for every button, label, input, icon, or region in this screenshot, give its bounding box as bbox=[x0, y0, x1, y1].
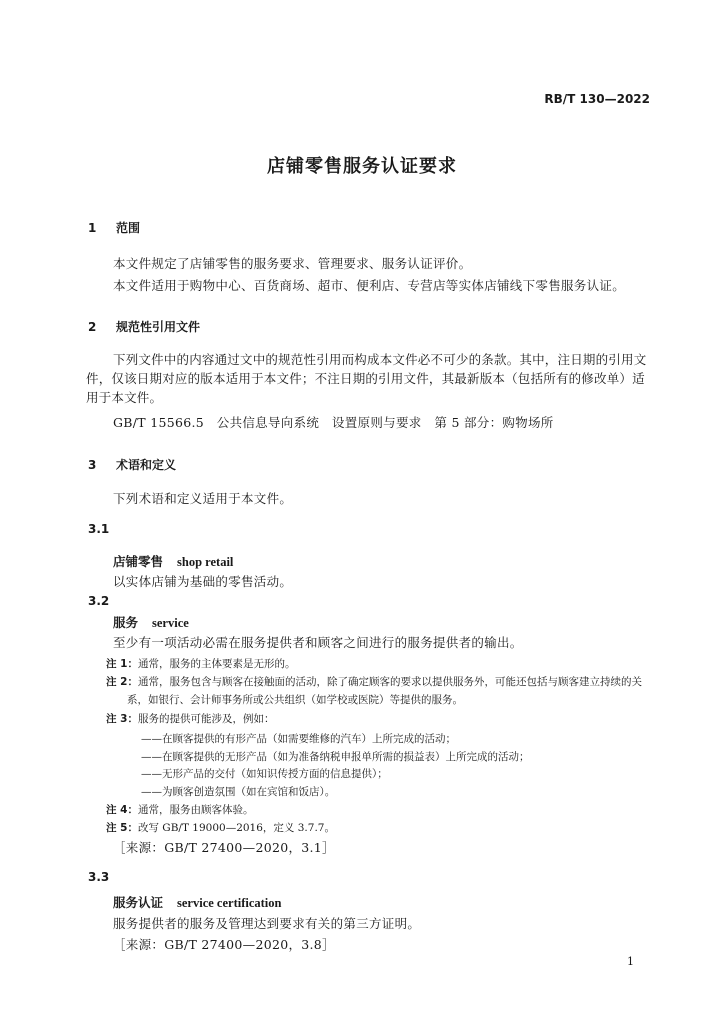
term-3-1-chinese: 店铺零售 bbox=[113, 554, 164, 569]
note-5 bbox=[106, 820, 335, 835]
note-4-text: 通常，服务由顾客体验。 bbox=[137, 804, 254, 816]
section-3-title: 术语和定义 bbox=[116, 458, 177, 472]
note-3-item: ——为顾客创造氛围（如在宾馆和饭店）。 bbox=[141, 786, 336, 798]
note-4 bbox=[106, 802, 253, 817]
note-2-label: 注 2： bbox=[106, 676, 138, 688]
note-2 bbox=[106, 674, 642, 689]
page-number: 1 bbox=[627, 955, 634, 968]
section-2-paragraph: 下列文件中的内容通过文中的规范性引用而构成本文件必不可少的条款。其中，注日期的引用文件，仅该日期对应的版本适用于本文件；不注日期的引用文件，其最新版本（包括所有的修改单）适用于本文件。 bbox=[86, 352, 647, 405]
term-3-3-heading bbox=[113, 893, 281, 911]
section-3-number: 3 bbox=[88, 458, 97, 472]
note-3 bbox=[106, 711, 274, 726]
term-3-1-heading bbox=[113, 552, 233, 570]
note-4-label: 注 4： bbox=[106, 804, 138, 816]
note-1-label: 注 1： bbox=[106, 658, 138, 670]
section-1-paragraph-1: 本文件规定了店铺零售的服务要求、管理要求、服务认证评价。 bbox=[113, 256, 472, 271]
section-1-title: 范围 bbox=[116, 221, 141, 235]
document-title: 店铺零售服务认证要求 bbox=[267, 156, 457, 177]
term-3-2-chinese: 服务 bbox=[113, 615, 139, 630]
note-1 bbox=[106, 656, 295, 671]
document-id: RB/T 130—2022 bbox=[544, 92, 650, 106]
term-3-2-source: ［来源：GB/T 27400—2020，3.1］ bbox=[113, 840, 335, 855]
normative-reference: GB/T 15566.5 公共信息导向系统 设置原则与要求 第 5 部分：购物场所 bbox=[113, 415, 554, 430]
term-3-1-definition: 以实体店铺为基础的零售活动。 bbox=[113, 574, 293, 589]
section-3-heading bbox=[88, 456, 176, 473]
term-3-1-english: shop retail bbox=[177, 555, 234, 569]
note-3-item: ——无形产品的交付（如知识传授方面的信息提供）； bbox=[141, 768, 388, 780]
term-3-3-english: service certification bbox=[177, 896, 282, 910]
note-3-label: 注 3： bbox=[106, 713, 138, 725]
note-3-item: ——在顾客提供的有形产品（如需要维修的汽车）上所完成的活动； bbox=[141, 733, 456, 745]
section-2-title: 规范性引用文件 bbox=[116, 320, 201, 334]
note-5-text: 改写 GB/T 19000—2016，定义 3.7.7。 bbox=[137, 822, 335, 834]
term-3-3-number: 3.3 bbox=[88, 870, 110, 884]
note-2-text-line-1: 通常，服务包含与顾客在接触面的活动，除了确定顾客的要求以提供服务外，可能还包括与顾客建立持续的关 bbox=[137, 676, 642, 688]
section-1-number: 1 bbox=[88, 221, 97, 235]
term-3-3-definition: 服务提供者的服务及管理达到要求有关的第三方证明。 bbox=[113, 916, 421, 931]
term-3-2-definition: 至少有一项活动必需在服务提供者和顾客之间进行的服务提供者的输出。 bbox=[113, 635, 523, 650]
section-1-paragraph-2: 本文件适用于购物中心、百货商场、超市、便利店、专营店等实体店铺线下零售服务认证。 bbox=[113, 278, 626, 293]
note-5-label: 注 5： bbox=[106, 822, 138, 834]
term-3-3-chinese: 服务认证 bbox=[113, 895, 164, 910]
note-3-item: ——在顾客提供的无形产品（如为准备纳税申报单所需的损益表）上所完成的活动； bbox=[141, 751, 530, 763]
term-3-2-number: 3.2 bbox=[88, 594, 110, 608]
note-3-text: 服务的提供可能涉及，例如： bbox=[137, 713, 275, 725]
note-1-text: 通常，服务的主体要素是无形的。 bbox=[137, 658, 296, 670]
term-3-2-english: service bbox=[152, 616, 189, 630]
note-2-text-line-2: 系，如银行、会计师事务所或公共组织（如学校或医院）等提供的服务。 bbox=[127, 694, 463, 706]
section-3-intro: 下列术语和定义适用于本文件。 bbox=[113, 491, 293, 506]
section-1-heading bbox=[88, 219, 140, 236]
term-3-3-source: ［来源：GB/T 27400—2020，3.8］ bbox=[113, 937, 335, 952]
section-2-number: 2 bbox=[88, 320, 97, 334]
section-2-heading bbox=[88, 318, 200, 335]
term-3-1-number: 3.1 bbox=[88, 522, 110, 536]
term-3-2-heading bbox=[113, 613, 189, 631]
